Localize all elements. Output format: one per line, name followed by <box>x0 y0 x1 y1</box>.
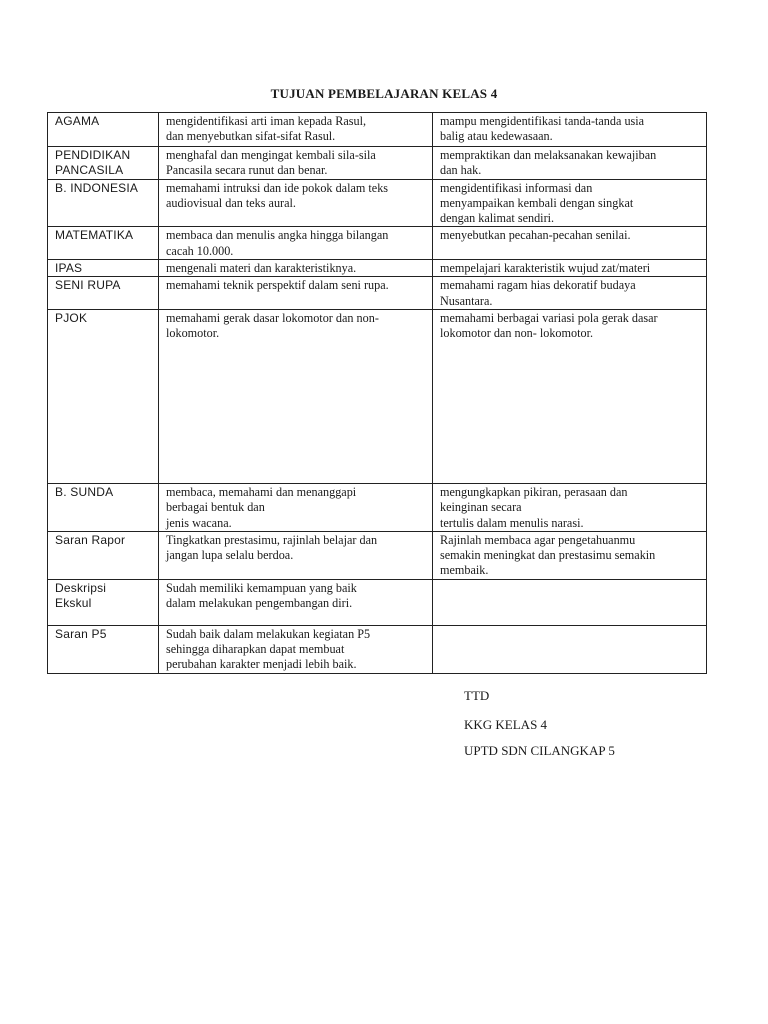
subject-cell: PJOK <box>48 309 159 483</box>
subject-cell: B. SUNDA <box>48 483 159 531</box>
table-row <box>48 277 707 310</box>
subject-cell: Saran P5 <box>48 625 159 673</box>
signature-group: KKG KELAS 4 <box>464 717 548 732</box>
subject-cell: B. INDONESIA <box>48 179 159 227</box>
subject-cell: IPAS <box>48 260 159 277</box>
objective-cell: memahami gerak dasar lokomotor dan non- lokomotor. <box>159 309 433 483</box>
signature-label: TTD <box>464 688 490 703</box>
objective-cell: memahami berbagai variasi pola gerak dasar lokomotor dan non- lokomotor. <box>433 309 707 483</box>
objective-cell: memahami ragam hias dekoratif budaya Nusantara. <box>433 277 707 310</box>
table-row <box>48 579 707 625</box>
subject-cell: MATEMATIKA <box>48 227 159 260</box>
table-row <box>48 260 707 277</box>
objective-cell: Sudah baik dalam melakukan kegiatan P5 sehingga diharapkan dapat membuat perubahan karakter menjadi lebih baik. <box>159 625 433 673</box>
objective-cell: mempraktikan dan melaksanakan kewajiban dan hak. <box>433 147 707 180</box>
learning-objectives-table <box>47 112 707 674</box>
table-row <box>48 483 707 531</box>
subject-cell: Saran Rapor <box>48 531 159 579</box>
subject-cell: AGAMA <box>48 113 159 147</box>
objective-cell: menghafal dan mengingat kembali sila-sila Pancasila secara runut dan benar. <box>159 147 433 180</box>
objective-cell: Sudah memiliki kemampuan yang baik dalam melakukan pengembangan diri. <box>159 579 433 625</box>
objective-cell: Rajinlah membaca agar pengetahuanmu semakin meningkat dan prestasimu semakin membaik. <box>433 531 707 579</box>
objective-cell: membaca dan menulis angka hingga bilangan cacah 10.000. <box>159 227 433 260</box>
subject-cell: Deskripsi Ekskul <box>48 579 159 625</box>
objective-cell: memahami intruksi dan ide pokok dalam teks audiovisual dan teks aural. <box>159 179 433 227</box>
table-row <box>48 147 707 180</box>
subject-cell: SENI RUPA <box>48 277 159 310</box>
objective-cell: mengenali materi dan karakteristiknya. <box>159 260 433 277</box>
signature-school: UPTD SDN CILANGKAP 5 <box>464 743 615 758</box>
table-row <box>48 531 707 579</box>
table-row <box>48 227 707 260</box>
objective-cell: mengidentifikasi informasi dan menyampaikan kembali dengan singkat dengan kalimat sendiri. <box>433 179 707 227</box>
objective-cell <box>433 625 707 673</box>
objective-cell: memahami teknik perspektif dalam seni rupa. <box>159 277 433 310</box>
objective-cell: mampu mengidentifikasi tanda-tanda usia balig atau kedewasaan. <box>433 113 707 147</box>
subject-cell: PENDIDIKAN PANCASILA <box>48 147 159 180</box>
table-row <box>48 625 707 673</box>
table-row <box>48 309 707 483</box>
objective-cell: Tingkatkan prestasimu, rajinlah belajar dan jangan lupa selalu berdoa. <box>159 531 433 579</box>
table-row <box>48 113 707 147</box>
table-row <box>48 179 707 227</box>
page-title: TUJUAN PEMBELAJARAN KELAS 4 <box>270 86 498 101</box>
objective-cell: menyebutkan pecahan-pecahan senilai. <box>433 227 707 260</box>
objective-cell: mempelajari karakteristik wujud zat/materi <box>433 260 707 277</box>
objective-cell: mengidentifikasi arti iman kepada Rasul, dan menyebutkan sifat-sifat Rasul. <box>159 113 433 147</box>
objective-cell: membaca, memahami dan menanggapi berbagai bentuk dan jenis wacana. <box>159 483 433 531</box>
objective-cell: mengungkapkan pikiran, perasaan dan keinginan secara tertulis dalam menulis narasi. <box>433 483 707 531</box>
objective-cell <box>433 579 707 625</box>
